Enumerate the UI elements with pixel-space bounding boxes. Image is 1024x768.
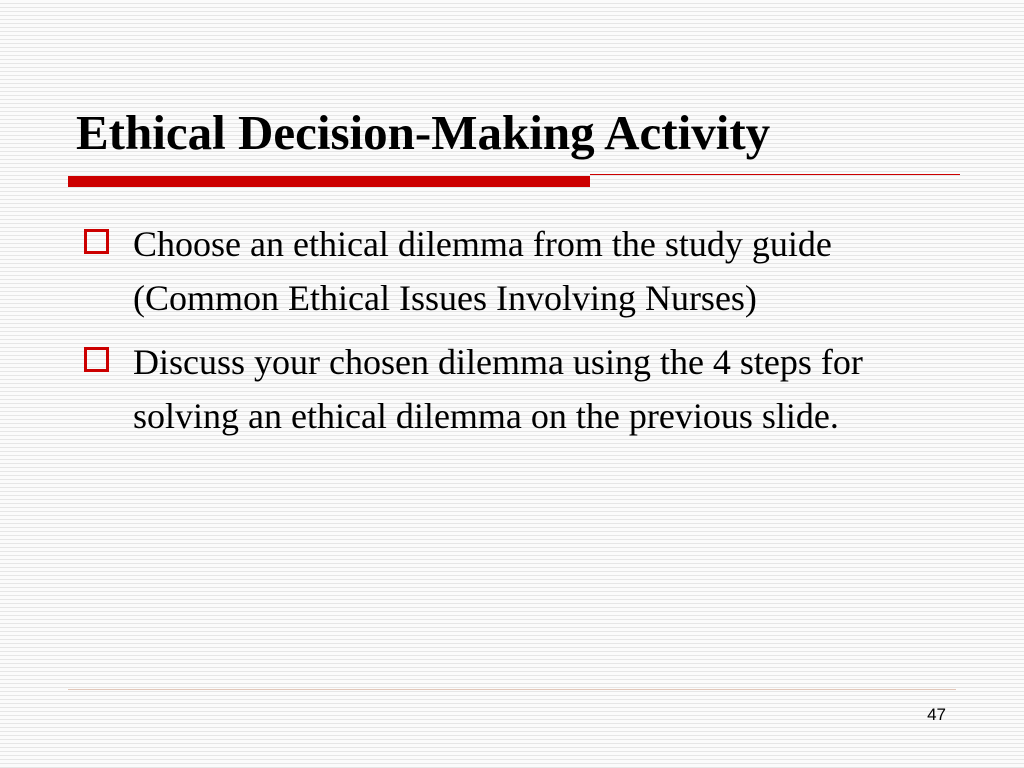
- title-underline-thin: [590, 174, 960, 175]
- page-number: 47: [927, 705, 946, 724]
- slide-title: Ethical Decision-Making Activity: [76, 105, 771, 160]
- square-bullet-icon: [84, 347, 109, 372]
- footer-divider: [68, 689, 956, 690]
- square-bullet-icon: [84, 229, 109, 254]
- bullet-item: [82, 217, 972, 325]
- bullet-text: Discuss your chosen dilemma using the 4 steps for solving an ethical dilemma on the previous slide.: [133, 342, 863, 436]
- bullet-item: [82, 335, 972, 443]
- bullet-list: [82, 217, 972, 453]
- title-underline-thick: [68, 176, 590, 187]
- bullet-text: Choose an ethical dilemma from the study guide (Common Ethical Issues Involving Nurses): [133, 224, 832, 318]
